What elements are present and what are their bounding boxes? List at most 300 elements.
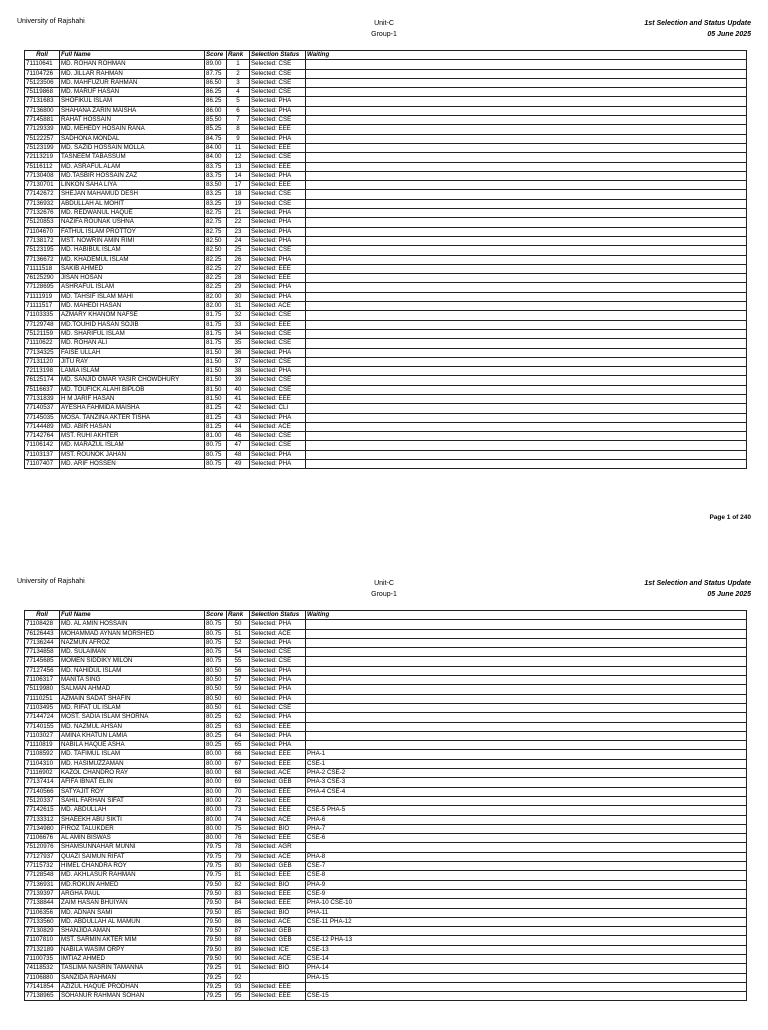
cell-status: Selected: CSE xyxy=(250,199,306,208)
table-row xyxy=(25,806,747,815)
cell-roll: 75122257 xyxy=(25,134,60,143)
cell-rank: 56 xyxy=(227,666,250,675)
cell-name: MOHAMMAD AYNAN MORSHED xyxy=(60,629,205,638)
cell-score: 80.25 xyxy=(205,713,227,722)
cell-name: MST. NOWRIN AMIN RIMI xyxy=(60,236,205,245)
cell-rank: 47 xyxy=(227,441,250,450)
table-row xyxy=(25,657,747,666)
results-table xyxy=(24,610,747,1001)
cell-rank: 2 xyxy=(227,69,250,78)
cell-status: Selected: CSE xyxy=(250,246,306,255)
cell-waiting: CSE-15 xyxy=(306,992,747,1001)
table-row xyxy=(25,246,747,255)
cell-status: Selected: CSE xyxy=(250,385,306,394)
cell-roll: 77134980 xyxy=(25,824,60,833)
cell-status: Selected: CSE xyxy=(250,441,306,450)
cell-name: MD. MAHFUZUR RAHMAN xyxy=(60,78,205,87)
cell-name: MD. TAHSIF ISLAM MAHI xyxy=(60,292,205,301)
table-row xyxy=(25,69,747,78)
unit-group xyxy=(334,578,434,600)
cell-name: AZIZUL HAQUE PRODHAN xyxy=(60,982,205,991)
cell-rank: 62 xyxy=(227,713,250,722)
table-row xyxy=(25,209,747,218)
cell-rank: 82 xyxy=(227,880,250,889)
cell-rank: 50 xyxy=(227,620,250,629)
cell-status: Selected: PHA xyxy=(250,450,306,459)
document-title-block xyxy=(644,578,751,600)
cell-roll: 71108592 xyxy=(25,750,60,759)
cell-score: 82.50 xyxy=(205,236,227,245)
cell-status: Selected: EEE xyxy=(250,394,306,403)
cell-rank: 91 xyxy=(227,964,250,973)
cell-status: Selected: ACE xyxy=(250,852,306,861)
cell-roll: 77142615 xyxy=(25,806,60,815)
cell-score: 80.00 xyxy=(205,750,227,759)
table-row xyxy=(25,357,747,366)
cell-status: Selected: PHA xyxy=(250,367,306,376)
cell-score: 80.75 xyxy=(205,620,227,629)
cell-status: Selected: PHA xyxy=(250,741,306,750)
cell-status: Selected: PHA xyxy=(250,666,306,675)
cell-rank: 27 xyxy=(227,264,250,273)
cell-rank: 13 xyxy=(227,162,250,171)
table-row xyxy=(25,722,747,731)
cell-score: 80.50 xyxy=(205,666,227,675)
cell-status: Selected: PHA xyxy=(250,209,306,218)
table-row xyxy=(25,339,747,348)
table-row xyxy=(25,824,747,833)
cell-rank: 60 xyxy=(227,694,250,703)
cell-waiting xyxy=(306,796,747,805)
cell-name: FIROZ TALUKDER xyxy=(60,824,205,833)
cell-status: Selected: PHA xyxy=(250,236,306,245)
cell-roll: 77145685 xyxy=(25,657,60,666)
cell-status: Selected: PHA xyxy=(250,134,306,143)
cell-waiting: PHA-14 xyxy=(306,964,747,973)
cell-waiting xyxy=(306,460,747,469)
cell-score: 85.25 xyxy=(205,125,227,134)
cell-status: Selected: ACE xyxy=(250,629,306,638)
cell-name: AFIFA IBNAT ELIN xyxy=(60,778,205,787)
cell-status: Selected: PHA xyxy=(250,460,306,469)
cell-status: Selected: PHA xyxy=(250,218,306,227)
cell-score: 81.50 xyxy=(205,357,227,366)
cell-status: Selected: PHA xyxy=(250,283,306,292)
table-row xyxy=(25,834,747,843)
cell-rank: 51 xyxy=(227,629,250,638)
table-row xyxy=(25,106,747,115)
cell-roll: 75120976 xyxy=(25,843,60,852)
table-row xyxy=(25,787,747,796)
results-table xyxy=(24,50,747,469)
cell-score: 80.75 xyxy=(205,638,227,647)
cell-waiting xyxy=(306,843,747,852)
cell-rank: 80 xyxy=(227,862,250,871)
cell-score: 79.25 xyxy=(205,982,227,991)
cell-status: Selected: CSE xyxy=(250,376,306,385)
cell-name: FAISE ULLAH xyxy=(60,348,205,357)
cell-name: MD. MARAZUL ISLAM xyxy=(60,441,205,450)
cell-score: 82.25 xyxy=(205,283,227,292)
cell-name: NABILA HAQUE ASHA xyxy=(60,741,205,750)
cell-roll: 77131120 xyxy=(25,357,60,366)
cell-name: SHAMSUNNAHAR MUNNI xyxy=(60,843,205,852)
cell-score: 80.00 xyxy=(205,815,227,824)
cell-waiting xyxy=(306,69,747,78)
cell-roll: 77132189 xyxy=(25,945,60,954)
col-header-rank: Rank xyxy=(227,51,250,60)
unit-label: Unit-C xyxy=(374,580,394,587)
cell-roll: 76125174 xyxy=(25,376,60,385)
cell-roll: 75123506 xyxy=(25,78,60,87)
cell-rank: 78 xyxy=(227,843,250,852)
col-header-name: Full Name xyxy=(60,51,205,60)
cell-status: Selected: EEE xyxy=(250,899,306,908)
table-row xyxy=(25,283,747,292)
cell-name: SHEJAN MAHAMUD DESH xyxy=(60,190,205,199)
table-row xyxy=(25,171,747,180)
table-row xyxy=(25,815,747,824)
cell-name: SADHONA MONDAL xyxy=(60,134,205,143)
cell-waiting: PHA-3 CSE-3 xyxy=(306,778,747,787)
cell-rank: 74 xyxy=(227,815,250,824)
results-table-body xyxy=(25,60,747,469)
cell-name: MOST. SADIA ISLAM SHORNA xyxy=(60,713,205,722)
cell-roll: 77145035 xyxy=(25,413,60,422)
cell-rank: 88 xyxy=(227,936,250,945)
table-row xyxy=(25,255,747,264)
cell-waiting xyxy=(306,153,747,162)
cell-score: 83.75 xyxy=(205,162,227,171)
cell-roll: 71106317 xyxy=(25,676,60,685)
cell-rank: 6 xyxy=(227,106,250,115)
cell-waiting xyxy=(306,376,747,385)
cell-rank: 86 xyxy=(227,917,250,926)
cell-rank: 39 xyxy=(227,376,250,385)
table-row xyxy=(25,88,747,97)
cell-score: 89.00 xyxy=(205,60,227,69)
cell-roll: 77130829 xyxy=(25,927,60,936)
cell-status: Selected: EEE xyxy=(250,889,306,898)
cell-roll: 77145881 xyxy=(25,116,60,125)
cell-status: Selected: GEB xyxy=(250,862,306,871)
document-title: 1st Selection and Status Update xyxy=(644,580,751,587)
cell-waiting: CSE-13 xyxy=(306,945,747,954)
cell-rank: 63 xyxy=(227,722,250,731)
table-row xyxy=(25,964,747,973)
cell-waiting xyxy=(306,982,747,991)
cell-score: 79.50 xyxy=(205,889,227,898)
cell-waiting xyxy=(306,731,747,740)
cell-name: TASNEEM TABASSUM xyxy=(60,153,205,162)
cell-name: MD. SULAIMAN xyxy=(60,648,205,657)
cell-rank: 24 xyxy=(227,236,250,245)
cell-score: 79.50 xyxy=(205,936,227,945)
table-row xyxy=(25,385,747,394)
cell-name: SAHIL FARHAN SIFAT xyxy=(60,796,205,805)
cell-rank: 3 xyxy=(227,78,250,87)
cell-waiting xyxy=(306,209,747,218)
table-row xyxy=(25,302,747,311)
cell-name: ABDULLAH AL MOHIT xyxy=(60,199,205,208)
cell-waiting: PHA-9 xyxy=(306,880,747,889)
group-label: Group-1 xyxy=(371,591,397,598)
cell-waiting xyxy=(306,394,747,403)
cell-roll: 77134858 xyxy=(25,648,60,657)
cell-score: 82.75 xyxy=(205,227,227,236)
table-row xyxy=(25,329,747,338)
cell-score: 82.75 xyxy=(205,218,227,227)
cell-score: 79.50 xyxy=(205,908,227,917)
cell-waiting: PHA-6 xyxy=(306,815,747,824)
cell-roll: 77127456 xyxy=(25,666,60,675)
cell-name: SANZIDA RAHMAN xyxy=(60,973,205,982)
cell-roll: 77127937 xyxy=(25,852,60,861)
cell-score: 86.25 xyxy=(205,97,227,106)
cell-waiting: CSE-11 PHA-12 xyxy=(306,917,747,926)
table-row xyxy=(25,620,747,629)
cell-name: NABILA WASIM ORPY xyxy=(60,945,205,954)
cell-waiting xyxy=(306,676,747,685)
col-header-status: Selection Status xyxy=(250,611,306,620)
cell-waiting xyxy=(306,432,747,441)
table-row xyxy=(25,264,747,273)
table-row xyxy=(25,741,747,750)
cell-score: 80.00 xyxy=(205,796,227,805)
cell-name: MD. HABIBUL ISLAM xyxy=(60,246,205,255)
table-row xyxy=(25,973,747,982)
cell-name: MD. ABIR HASAN xyxy=(60,422,205,431)
cell-score: 80.75 xyxy=(205,657,227,666)
cell-waiting xyxy=(306,311,747,320)
cell-roll: 77137414 xyxy=(25,778,60,787)
cell-roll: 77133560 xyxy=(25,917,60,926)
cell-name: FATHUL ISLAM PROTTOY xyxy=(60,227,205,236)
cell-score: 80.25 xyxy=(205,741,227,750)
table-row xyxy=(25,97,747,106)
cell-score: 79.75 xyxy=(205,852,227,861)
cell-roll: 77133312 xyxy=(25,815,60,824)
cell-score: 80.00 xyxy=(205,759,227,768)
cell-rank: 31 xyxy=(227,302,250,311)
cell-rank: 52 xyxy=(227,638,250,647)
cell-status xyxy=(250,973,306,982)
cell-rank: 54 xyxy=(227,648,250,657)
table-row xyxy=(25,404,747,413)
cell-roll: 75123199 xyxy=(25,143,60,152)
cell-roll: 77128548 xyxy=(25,871,60,880)
cell-roll: 71104726 xyxy=(25,69,60,78)
table-row xyxy=(25,60,747,69)
cell-score: 83.25 xyxy=(205,190,227,199)
cell-status: Selected: PHA xyxy=(250,638,306,647)
cell-rank: 79 xyxy=(227,852,250,861)
cell-score: 80.25 xyxy=(205,722,227,731)
cell-score: 81.50 xyxy=(205,348,227,357)
cell-status: Selected: BIO xyxy=(250,964,306,973)
cell-name: MD. ROHAN ROHMAN xyxy=(60,60,205,69)
cell-name: MD. MAHEDI HASAN xyxy=(60,302,205,311)
table-row xyxy=(25,394,747,403)
cell-rank: 92 xyxy=(227,973,250,982)
cell-roll: 75119868 xyxy=(25,88,60,97)
cell-rank: 65 xyxy=(227,741,250,750)
cell-name: MD. NAZMUL AHSAN xyxy=(60,722,205,731)
cell-roll: 77138965 xyxy=(25,992,60,1001)
document-page-2 xyxy=(0,560,768,1030)
table-row xyxy=(25,311,747,320)
cell-score: 82.75 xyxy=(205,209,227,218)
cell-waiting xyxy=(306,666,747,675)
cell-roll: 77129748 xyxy=(25,320,60,329)
page-header xyxy=(0,18,768,48)
cell-name: AMINA KHATUN LAMIA xyxy=(60,731,205,740)
cell-rank: 11 xyxy=(227,143,250,152)
cell-waiting xyxy=(306,88,747,97)
cell-waiting: PHA-8 xyxy=(306,852,747,861)
cell-roll: 75120337 xyxy=(25,796,60,805)
cell-name: RAHAT HOSSAIN xyxy=(60,116,205,125)
cell-score: 79.25 xyxy=(205,964,227,973)
cell-waiting xyxy=(306,657,747,666)
table-row xyxy=(25,769,747,778)
cell-waiting xyxy=(306,694,747,703)
cell-roll: 77129339 xyxy=(25,125,60,134)
cell-waiting xyxy=(306,357,747,366)
cell-status: Selected: CSE xyxy=(250,339,306,348)
cell-name: SOHANUR RAHMAN SOHAN xyxy=(60,992,205,1001)
table-row xyxy=(25,450,747,459)
cell-waiting xyxy=(306,171,747,180)
cell-waiting: CSE-12 PHA-13 xyxy=(306,936,747,945)
cell-rank: 42 xyxy=(227,404,250,413)
cell-score: 79.25 xyxy=(205,973,227,982)
cell-status: Selected: EEE xyxy=(250,143,306,152)
cell-name: MD. SHARIFUL ISLAM xyxy=(60,329,205,338)
table-row xyxy=(25,422,747,431)
cell-waiting xyxy=(306,713,747,722)
cell-rank: 29 xyxy=(227,283,250,292)
cell-rank: 40 xyxy=(227,385,250,394)
cell-roll: 77115732 xyxy=(25,862,60,871)
cell-rank: 64 xyxy=(227,731,250,740)
group-label: Group-1 xyxy=(371,31,397,38)
table-row xyxy=(25,731,747,740)
cell-waiting xyxy=(306,441,747,450)
cell-score: 79.25 xyxy=(205,992,227,1001)
cell-name: AL AMIN BISWAS xyxy=(60,834,205,843)
cell-status: Selected: EEE xyxy=(250,982,306,991)
cell-name: SHAEEKH ABU SIKTI xyxy=(60,815,205,824)
cell-roll: 71103495 xyxy=(25,703,60,712)
col-header-roll: Roll xyxy=(25,611,60,620)
col-header-waiting: Waiting xyxy=(306,611,747,620)
cell-roll: 77140155 xyxy=(25,722,60,731)
col-header-rank: Rank xyxy=(227,611,250,620)
cell-status: Selected: GEB xyxy=(250,927,306,936)
cell-name: MD. REDWANUL HAQUE xyxy=(60,209,205,218)
cell-waiting: CSE-9 xyxy=(306,889,747,898)
cell-roll: 71100735 xyxy=(25,954,60,963)
cell-rank: 67 xyxy=(227,759,250,768)
university-name: University of Rajshahi xyxy=(17,18,85,25)
cell-waiting xyxy=(306,367,747,376)
cell-rank: 89 xyxy=(227,945,250,954)
table-row xyxy=(25,143,747,152)
cell-roll: 75123195 xyxy=(25,246,60,255)
unit-label: Unit-C xyxy=(374,20,394,27)
cell-rank: 93 xyxy=(227,982,250,991)
table-row xyxy=(25,685,747,694)
cell-name: MD. SAZID HOSSAIN MOLLA xyxy=(60,143,205,152)
cell-score: 82.25 xyxy=(205,255,227,264)
cell-score: 81.75 xyxy=(205,311,227,320)
cell-waiting xyxy=(306,106,747,115)
cell-name: SHOFIKUL ISLAM xyxy=(60,97,205,106)
cell-rank: 81 xyxy=(227,871,250,880)
cell-waiting xyxy=(306,236,747,245)
cell-status: Selected: PHA xyxy=(250,731,306,740)
table-row xyxy=(25,181,747,190)
table-row xyxy=(25,376,747,385)
cell-score: 80.00 xyxy=(205,787,227,796)
cell-score: 80.75 xyxy=(205,450,227,459)
cell-roll: 77128695 xyxy=(25,283,60,292)
table-row xyxy=(25,899,747,908)
table-row xyxy=(25,880,747,889)
document-date: 05 June 2025 xyxy=(707,31,751,38)
cell-score: 79.50 xyxy=(205,880,227,889)
table-row xyxy=(25,945,747,954)
table-row xyxy=(25,852,747,861)
cell-status: Selected: EEE xyxy=(250,834,306,843)
cell-name: MD.TOUHID HASAN SOJIB xyxy=(60,320,205,329)
cell-status: Selected: PHA xyxy=(250,255,306,264)
table-row xyxy=(25,703,747,712)
cell-waiting xyxy=(306,264,747,273)
cell-status: Selected: EEE xyxy=(250,722,306,731)
cell-name: MST. ROUNOK JAHAN xyxy=(60,450,205,459)
cell-score: 80.50 xyxy=(205,676,227,685)
cell-rank: 32 xyxy=(227,311,250,320)
table-row xyxy=(25,227,747,236)
cell-rank: 22 xyxy=(227,218,250,227)
cell-rank: 4 xyxy=(227,88,250,97)
cell-roll: 75120853 xyxy=(25,218,60,227)
cell-status: Selected: EEE xyxy=(250,871,306,880)
cell-status: Selected: ICE xyxy=(250,945,306,954)
cell-waiting: PHA-10 CSE-10 xyxy=(306,899,747,908)
cell-score: 79.75 xyxy=(205,871,227,880)
cell-rank: 61 xyxy=(227,703,250,712)
cell-name: MD. HASIMUZZAMAN xyxy=(60,759,205,768)
cell-score: 82.25 xyxy=(205,264,227,273)
cell-score: 83.75 xyxy=(205,171,227,180)
cell-status: Selected: CSE xyxy=(250,703,306,712)
cell-roll: 76125290 xyxy=(25,274,60,283)
cell-name: NAZMUN AFROZ xyxy=(60,638,205,647)
cell-name: NAZIFA ROUNAK USHNA xyxy=(60,218,205,227)
cell-score: 86.00 xyxy=(205,106,227,115)
cell-rank: 73 xyxy=(227,806,250,815)
cell-roll: 71111517 xyxy=(25,302,60,311)
cell-score: 80.50 xyxy=(205,685,227,694)
cell-score: 81.75 xyxy=(205,339,227,348)
table-row xyxy=(25,236,747,245)
cell-waiting: CSE-5 PHA-5 xyxy=(306,806,747,815)
cell-rank: 37 xyxy=(227,357,250,366)
cell-waiting xyxy=(306,703,747,712)
